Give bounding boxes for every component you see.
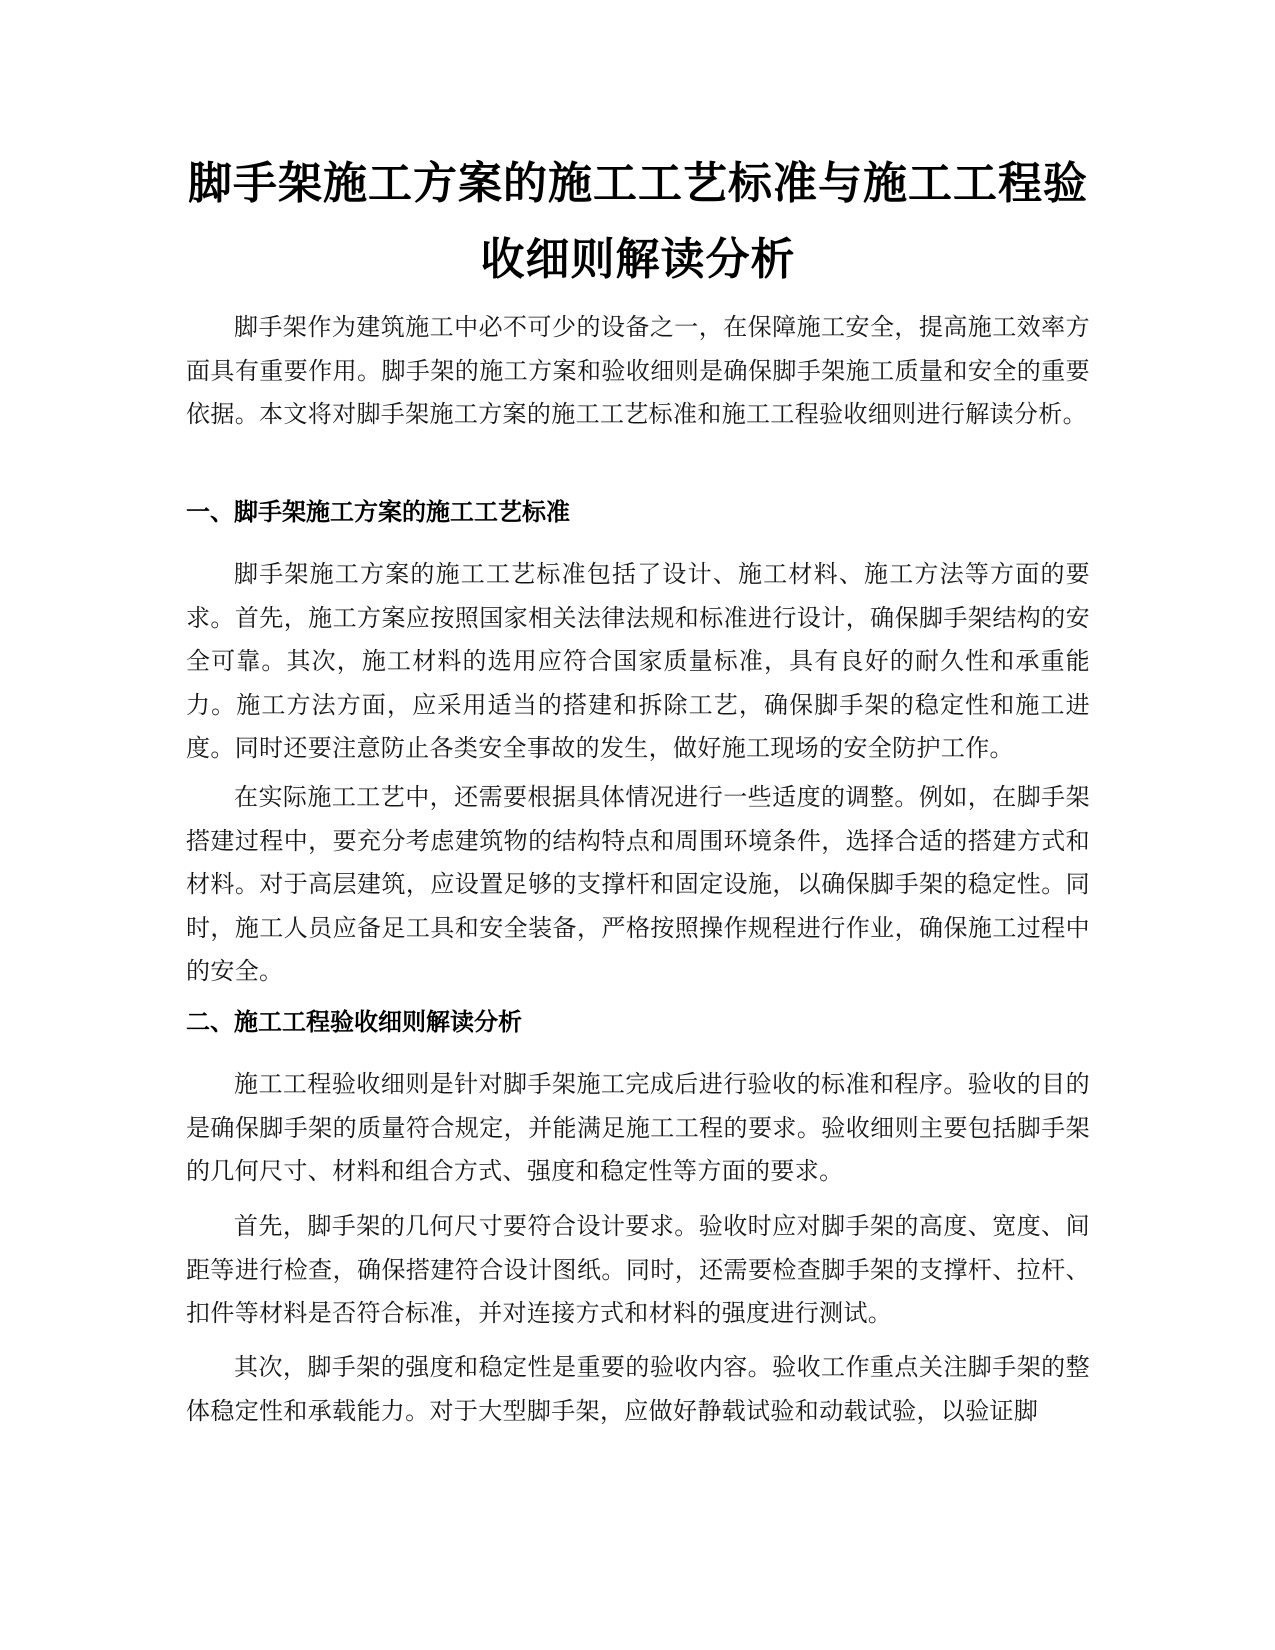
document-page	[186, 0, 1090, 1650]
section-2-paragraph: 首先，脚手架的几何尺寸要符合设计要求。验收时应对脚手架的高度、宽度、间距等进行检查，确保搭建符合设计图纸。同时，还需要检查脚手架的支撑杆、拉杆、扣件等材料是否符合标准，并对连接方式和材料的强度进行测试。	[186, 1212, 1090, 1327]
section-1-paragraph-2-block	[186, 776, 1090, 994]
section-2-paragraph: 其次，脚手架的强度和稳定性是重要的验收内容。验收工作重点关注脚手架的整体稳定性和承载能力。对于大型脚手架，应做好静载试验和动载试验，以验证脚	[186, 1353, 1090, 1425]
section-1-heading: 一、脚手架施工方案的施工工艺标准	[186, 498, 570, 526]
document-title: 脚手架施工方案的施工工艺标准与施工工程验收细则解读分析	[188, 158, 1088, 285]
section-2-paragraph-3-block	[186, 1346, 1090, 1433]
section-1-paragraph: 在实际施工工艺中，还需要根据具体情况进行一些适度的调整。例如，在脚手架搭建过程中，要充分考虑建筑物的结构特点和周围环境条件，选择合适的搭建方式和材料。对于高层建筑，应设置足够的支撑杆和固定设施，以确保脚手架的稳定性。同时，施工人员应备足工具和安全装备，严格按照操作规程进行作业，确保施工过程中的安全。	[186, 783, 1090, 985]
section-2-paragraph-2-block	[186, 1205, 1090, 1336]
section-1-paragraph-1-block	[186, 553, 1090, 771]
section-2-paragraph-1-block	[186, 1063, 1090, 1194]
section-2-paragraph: 施工工程验收细则是针对脚手架施工完成后进行验收的标准和程序。验收的目的是确保脚手架的质量符合规定，并能满足施工工程的要求。验收细则主要包括脚手架的几何尺寸、材料和组合方式、强度和稳定性等方面的要求。	[186, 1070, 1090, 1185]
intro-block	[186, 306, 1090, 437]
section-1-paragraph: 脚手架施工方案的施工工艺标准包括了设计、施工材料、施工方法等方面的要求。首先，施工方案应按照国家相关法律法规和标准进行设计，确保脚手架结构的安全可靠。其次，施工材料的选用应符合国家质量标准，具有良好的耐久性和承重能力。施工方法方面，应采用适当的搭建和拆除工艺，确保脚手架的稳定性和施工进度。同时还要注意防止各类安全事故的发生，做好施工现场的安全防护工作。	[186, 560, 1090, 762]
section-2-heading: 二、施工工程验收细则解读分析	[186, 1008, 522, 1036]
intro-paragraph: 脚手架作为建筑施工中必不可少的设备之一，在保障施工安全，提高施工效率方面具有重要作用。脚手架的施工方案和验收细则是确保脚手架施工质量和安全的重要依据。本文将对脚手架施工方案的施工工艺标准和施工工程验收细则进行解读分析。	[186, 313, 1090, 428]
